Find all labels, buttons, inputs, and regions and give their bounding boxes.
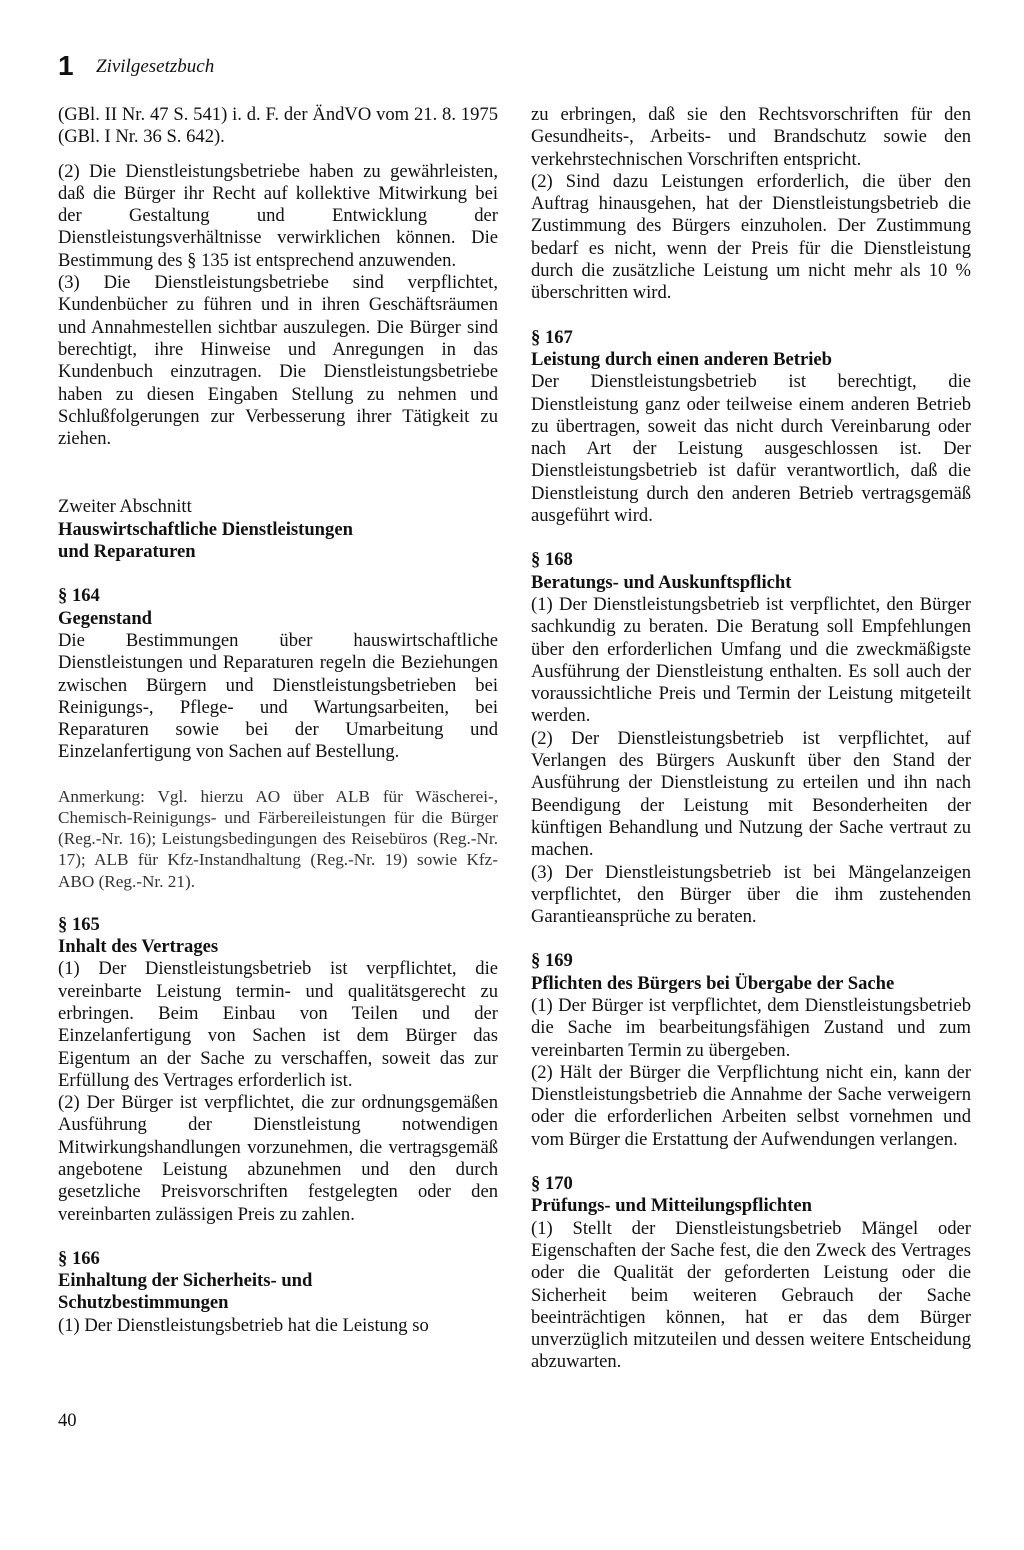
right-column xyxy=(531,104,971,1374)
heading-166-line-1: Einhaltung der Sicherheits- und xyxy=(58,1270,313,1292)
heading-164: Gegenstand xyxy=(58,607,153,629)
text-164: Die Bestimmungen über hauswirtschaftliche Dienstleistungen und Reparaturen regeln die Beziehungen zwischen Bürgern und Dienstleistungsbetrieben bei Reinigungs-, Pflege- und Wartungsarbeiten, bei Reparaturen sowie bei der Umarbeitung und Einzelanfertigung von Sachen auf Bestellung. xyxy=(58,629,498,763)
heading-168: Beratungs- und Auskunftspflicht xyxy=(531,571,792,593)
text-165-2: (2) Der Bürger ist verpflichtet, die zur ordnungsgemäßen Ausführung der Dienstleistung notwendigen Mitwirkungshandlungen vorzunehmen, die vertragsgemäß angebotene Leistung abzunehmen und den durch gesetzliche Preisvorschriften festgelegten oder den vereinbarten zulässigen Preis zu zahlen. xyxy=(58,1092,498,1225)
paragraph-number-166: § 166 xyxy=(58,1247,100,1269)
section-title-line-1: Hauswirtschaftliche Dienstleistungen xyxy=(58,518,353,540)
text-168-2: (2) Der Dienstleistungsbetrieb ist verpflichtet, auf Verlangen des Bürgers Auskunft über den Stand der Ausführung der Dienstleistung zu erteilen und ihn nach Beendigung der Leistung mit Besonderheiten der künftigen Behandlung und Nutzung der Sache vertraut zu machen. xyxy=(531,727,971,861)
paragraph-number-168: § 168 xyxy=(531,549,573,571)
text-167: Der Dienstleistungsbetrieb ist berechtigt, die Dienstleistung ganz oder teilweise einem anderen Betrieb zu übertragen, soweit das nicht durch Vereinbarung oder nach Art der Leistung ausgeschlossen ist. Der Dienstleistungsbetrieb ist dafür verantwortlich, daß die Dienstleistung durch den anderen Betrieb vertragsgemäß ausgeführt wird. xyxy=(531,371,971,527)
chapter-number: 1 xyxy=(58,50,74,81)
text-166-1: (1) Der Dienstleistungsbetrieb hat die Leistung so xyxy=(58,1314,429,1336)
heading-170: Prüfungs- und Mitteilungspflichten xyxy=(531,1195,813,1217)
heading-165: Inhalt des Vertrages xyxy=(58,936,219,958)
text-170-1: (1) Stellt der Dienstleistungsbetrieb Mängel oder Eigenschaften der Sache fest, die den Zweck des Vertrages oder die Qualität der geforderten Leistung oder die Sicherheit beim weiteren Gebrauch der Sache beeinträchtigen können, hat er das dem Bürger unverzüglich mitzuteilen und dessen weitere Entscheidung abzuwarten. xyxy=(531,1217,971,1373)
text-165-1: (1) Der Dienstleistungsbetrieb ist verpflichtet, die vereinbarte Leistung termin- und qualitätsgerecht zu erbringen. Beim Einbau von Teilen und der Einzelanfertigung von Sachen ist dem Bürger das Eigentum an der Sache zu verschaffen, soweit das zur Erfüllung des Vertrages erforderlich ist. xyxy=(58,958,498,1091)
section-label: Zweiter Abschnitt xyxy=(58,496,192,518)
paragraph-number-170: § 170 xyxy=(531,1173,573,1195)
text-169-1: (1) Der Bürger ist verpflichtet, dem Dienstleistungsbetrieb die Sache im bearbeitungsfähigen Zustand und zum vereinbarten Termin zu übergeben. xyxy=(531,994,971,1061)
paragraph-3: (3) Die Dienstleistungsbetriebe sind verpflichtet, Kundenbücher zu führen und in ihren Geschäftsräumen und Annahmestellen sichtbar auszulegen. Die Bürger sind berechtigt, ihre Hinweise und Anregungen in das Kundenbuch einzutragen. Die Dienstleistungsbetriebe haben zu diesen Eingaben Stellung zu nehmen und Schlußfolgerungen zur Verbesserung ihrer Tätigkeit zu ziehen. xyxy=(58,272,498,450)
continued-paragraph: (GBl. II Nr. 47 S. 541) i. d. F. der ÄndVO vom 21. 8. 1975 (GBl. I Nr. 36 S. 642). xyxy=(58,104,498,148)
text-168-3: (3) Der Dienstleistungsbetrieb ist bei Mängelanzeigen verpflichtet, den Bürger über die ihm zustehenden Garantieansprüche zu beraten. xyxy=(531,861,971,928)
section-title-line-2: und Reparaturen xyxy=(58,541,196,563)
annotation-note: Anmerkung: Vgl. hierzu AO über ALB für Wäscherei-, Chemisch-Reinigungs- und Färbereileistungen für die Bürger (Reg.-Nr. 16); Leistungsbedingungen des Reisebüros (Reg.-Nr. 17); ALB für Kfz-Instandhaltung (Reg.-Nr. 19) sowie Kfz-ABO (Reg.-Nr. 21). xyxy=(58,786,498,891)
paragraph-2-right: (2) Sind dazu Leistungen erforderlich, die über den Auftrag hinausgehen, hat der Dienstleistungsbetrieb die Zustimmung des Bürgers einzuholen. Der Zustimmung bedarf es nicht, wenn der Preis für die Dienstleistung durch die zusätzliche Leistung um nicht mehr als 10 % überschritten wird. xyxy=(531,170,971,304)
chapter-title: Zivilgesetzbuch xyxy=(96,56,215,77)
paragraph-number-167: § 167 xyxy=(531,326,573,348)
page-number: 40 xyxy=(58,1410,77,1431)
paragraph-number-165: § 165 xyxy=(58,913,100,935)
text-168-1: (1) Der Dienstleistungsbetrieb ist verpflichtet, den Bürger sachkundig zu beraten. Die Beratung soll Empfehlungen über den erforderlichen Umfang und die zweckmäßigste Ausführung der Dienstleistung enthalten. Es soll auch der voraussichtliche Preis und Termin der Leistung mitgeteilt werden. xyxy=(531,593,971,727)
left-column xyxy=(58,104,498,1337)
paragraph-2: (2) Die Dienstleistungsbetriebe haben zu gewährleisten, daß die Bürger ihr Recht auf kollektive Mitwirkung bei der Gestaltung und Entwicklung der Dienstleistungsverhältnisse verwirklichen können. Die Bestimmung des § 135 ist entsprechend anzuwenden. xyxy=(58,160,498,271)
text-169-2: (2) Hält der Bürger die Verpflichtung nicht ein, kann der Dienstleistungsbetrieb die Annahme der Sache verweigern oder die erforderlichen Arbeiten selbst vornehmen und vom Bürger die Erstattung der Aufwendungen verlangen. xyxy=(531,1061,971,1150)
continued-paragraph-right: zu erbringen, daß sie den Rechtsvorschriften für den Gesundheits-, Arbeits- und Brandschutz sowie den verkehrstechnischen Vorschriften entspricht. xyxy=(531,104,971,170)
paragraph-number-169: § 169 xyxy=(531,950,573,972)
paragraph-number-164: § 164 xyxy=(58,585,100,607)
heading-166-line-2: Schutzbestimmungen xyxy=(58,1292,229,1314)
heading-167: Leistung durch einen anderen Betrieb xyxy=(531,348,832,370)
heading-169: Pflichten des Bürgers bei Übergabe der Sache xyxy=(531,972,895,994)
